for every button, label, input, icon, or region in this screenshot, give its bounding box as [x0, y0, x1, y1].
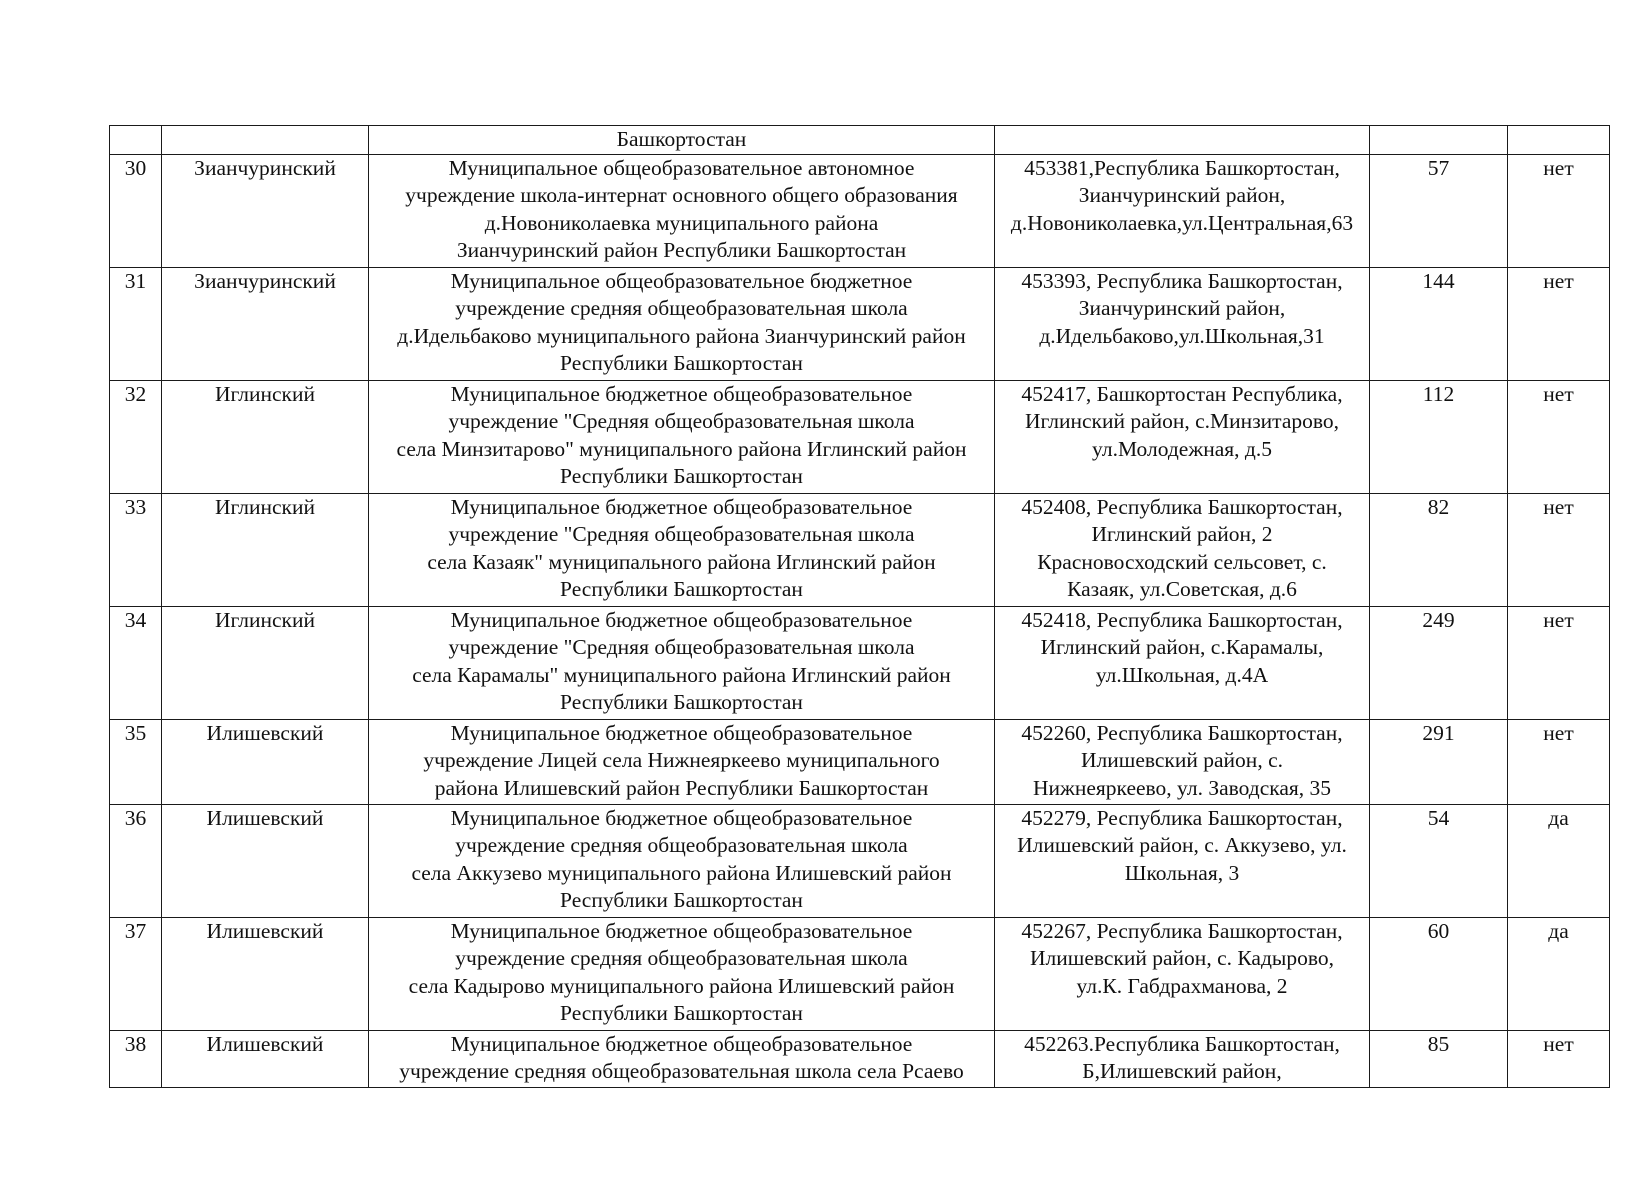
count-cell [1370, 126, 1508, 155]
address-cell [995, 126, 1370, 155]
address-cell: 452263.Республика Башкортостан, Б,Илишевский район, [995, 1030, 1370, 1087]
flag-cell: нет [1508, 606, 1610, 719]
address-cell: 452418, Республика Башкортостан, Иглинский район, с.Карамалы, ул.Школьная, д.4А [995, 606, 1370, 719]
table-row [110, 493, 1610, 606]
district-cell [162, 126, 369, 155]
table-row [110, 154, 1610, 267]
table-row [110, 719, 1610, 804]
school-name-cell: Муниципальное бюджетное общеобразовательное учреждение "Средняя общеобразовательная школа села Карамалы" муниципального района Иглинский район Республики Башкортостан [369, 606, 995, 719]
flag-cell: нет [1508, 493, 1610, 606]
address-cell: 452279, Республика Башкортостан, Илишевский район, с. Аккузево, ул. Школьная, 3 [995, 804, 1370, 917]
district-cell: Иглинский [162, 380, 369, 493]
address-cell: 452267, Республика Башкортостан, Илишевский район, с. Кадырово, ул.К. Габдрахманова, 2 [995, 917, 1370, 1030]
school-name-cell: Муниципальное бюджетное общеобразовательное учреждение "Средняя общеобразовательная школа села Казаяк" муниципального района Иглинский район Республики Башкортостан [369, 493, 995, 606]
count-cell: 54 [1370, 804, 1508, 917]
count-cell: 112 [1370, 380, 1508, 493]
count-cell: 249 [1370, 606, 1508, 719]
flag-cell: нет [1508, 1030, 1610, 1087]
address-cell: 452408, Республика Башкортостан, Иглинский район, 2 Красновосходский сельсовет, с. Казаяк, ул.Советская, д.6 [995, 493, 1370, 606]
address-cell: 453393, Республика Башкортостан, Зианчуринский район, д.Идельбаково,ул.Школьная,31 [995, 267, 1370, 380]
district-cell: Иглинский [162, 606, 369, 719]
flag-cell: да [1508, 917, 1610, 1030]
count-cell: 144 [1370, 267, 1508, 380]
district-cell: Илишевский [162, 917, 369, 1030]
table-row [110, 267, 1610, 380]
flag-cell: нет [1508, 267, 1610, 380]
row-number-cell: 31 [110, 267, 162, 380]
school-name-cell: Муниципальное общеобразовательное бюджетное учреждение средняя общеобразовательная школа д.Идельбаково муниципального района Зианчуринский район Республики Башкортостан [369, 267, 995, 380]
address-cell: 452417, Башкортостан Республика, Иглинский район, с.Минзитарово, ул.Молодежная, д.5 [995, 380, 1370, 493]
address-cell: 453381,Республика Башкортостан, Зианчуринский район, д.Новониколаевка,ул.Центральная,63 [995, 154, 1370, 267]
flag-cell: нет [1508, 719, 1610, 804]
row-number-cell: 37 [110, 917, 162, 1030]
district-cell: Илишевский [162, 804, 369, 917]
flag-cell [1508, 126, 1610, 155]
flag-cell: да [1508, 804, 1610, 917]
school-name-cell: Муниципальное бюджетное общеобразовательное учреждение средняя общеобразовательная школа села Рсаево [369, 1030, 995, 1087]
school-name-cell: Муниципальное бюджетное общеобразовательное учреждение средняя общеобразовательная школа села Кадырово муниципального района Илишевский район Республики Башкортостан [369, 917, 995, 1030]
table-row-continuation [110, 126, 1610, 155]
row-number-cell [110, 126, 162, 155]
flag-cell: нет [1508, 154, 1610, 267]
count-cell: 82 [1370, 493, 1508, 606]
school-name-cell: Муниципальное бюджетное общеобразовательное учреждение средняя общеобразовательная школа села Аккузево муниципального района Илишевский район Республики Башкортостан [369, 804, 995, 917]
district-cell: Зианчуринский [162, 154, 369, 267]
count-cell: 291 [1370, 719, 1508, 804]
school-name-cell: Муниципальное бюджетное общеобразовательное учреждение Лицей села Нижнеяркеево муниципального района Илишевский район Республики Башкортостан [369, 719, 995, 804]
school-name-cell: Башкортостан [369, 126, 995, 155]
table-row [110, 380, 1610, 493]
district-cell: Илишевский [162, 1030, 369, 1087]
flag-cell: нет [1508, 380, 1610, 493]
row-number-cell: 34 [110, 606, 162, 719]
row-number-cell: 35 [110, 719, 162, 804]
schools-table [109, 125, 1610, 1088]
row-number-cell: 32 [110, 380, 162, 493]
count-cell: 85 [1370, 1030, 1508, 1087]
district-cell: Иглинский [162, 493, 369, 606]
table-row [110, 917, 1610, 1030]
school-name-cell: Муниципальное бюджетное общеобразовательное учреждение "Средняя общеобразовательная школа села Минзитарово" муниципального района Иглинский район Республики Башкортостан [369, 380, 995, 493]
address-cell: 452260, Республика Башкортостан, Илишевский район, с. Нижнеяркеево, ул. Заводская, 35 [995, 719, 1370, 804]
row-number-cell: 38 [110, 1030, 162, 1087]
table-row [110, 1030, 1610, 1087]
table-row [110, 804, 1610, 917]
district-cell: Зианчуринский [162, 267, 369, 380]
row-number-cell: 30 [110, 154, 162, 267]
table-row [110, 606, 1610, 719]
district-cell: Илишевский [162, 719, 369, 804]
count-cell: 57 [1370, 154, 1508, 267]
count-cell: 60 [1370, 917, 1508, 1030]
school-name-cell: Муниципальное общеобразовательное автономное учреждение школа-интернат основного общего образования д.Новониколаевка муниципального района Зианчуринский район Республики Башкортостан [369, 154, 995, 267]
row-number-cell: 33 [110, 493, 162, 606]
row-number-cell: 36 [110, 804, 162, 917]
